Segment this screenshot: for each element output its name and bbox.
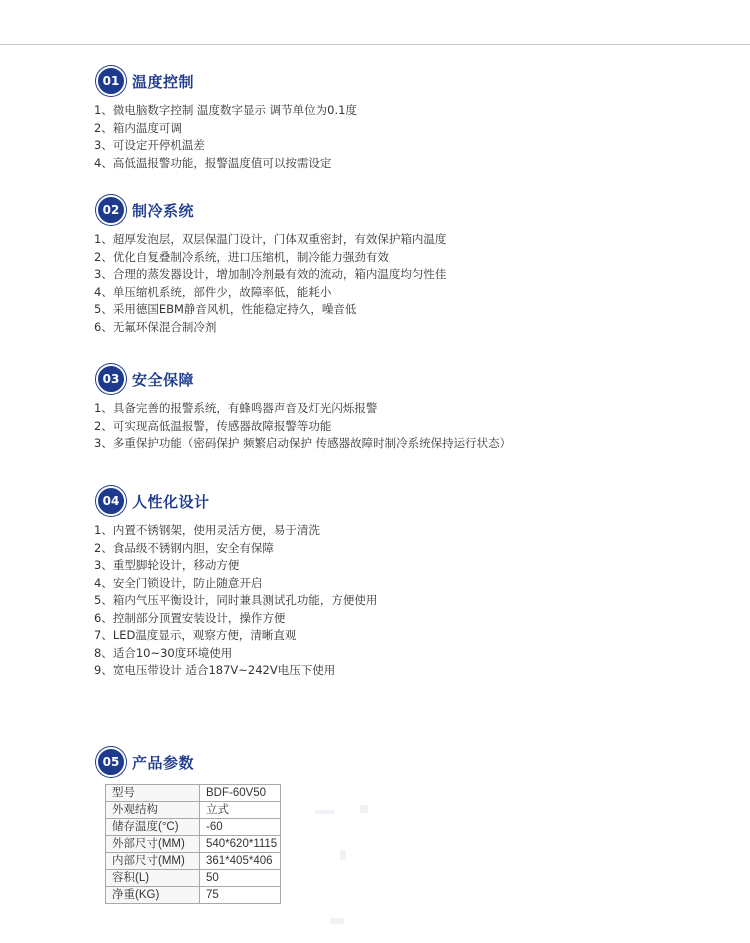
param-label: 内部尺寸(MM) bbox=[106, 853, 200, 870]
table-row bbox=[106, 802, 281, 819]
list-item: 2、食品级不锈钢内胆，安全有保障 bbox=[94, 540, 274, 555]
list-item: 1、具备完善的报警系统，有蜂鸣器声音及灯光闪烁报警 bbox=[94, 401, 378, 415]
feature-list-human-design bbox=[94, 522, 377, 680]
param-value: BDF-60V50 bbox=[200, 785, 281, 802]
section-number-badge: 05 bbox=[96, 747, 126, 777]
list-item: 6、控制部分顶置安装设计，操作方便 bbox=[94, 610, 286, 625]
list-item: 4、单压缩机系统，部件少，故障率低，能耗小 bbox=[94, 284, 332, 299]
section-number-badge: 03 bbox=[96, 364, 126, 394]
table-row bbox=[106, 819, 281, 836]
section-safety bbox=[94, 366, 194, 392]
section-number-badge: 04 bbox=[96, 486, 126, 516]
list-item: 7、LED温度显示，观察方便，清晰直观 bbox=[94, 628, 297, 642]
section-number-badge: 01 bbox=[96, 66, 126, 96]
table-row bbox=[106, 887, 281, 904]
section-title: 人性化设计 bbox=[132, 492, 210, 511]
param-label: 型号 bbox=[106, 785, 200, 802]
faint-watermark-image bbox=[300, 790, 410, 930]
list-item: 3、多重保护功能（密码保护 频繁启动保护 传感器故障时制冷系统保持运行状态） bbox=[94, 436, 512, 450]
list-item: 3、重型脚轮设计，移动方便 bbox=[94, 558, 240, 572]
feature-list-temperature bbox=[94, 102, 357, 172]
param-value: 50 bbox=[200, 870, 281, 887]
list-item: 2、优化自复叠制冷系统，进口压缩机，制冷能力强劲有效 bbox=[94, 249, 389, 264]
list-item: 8、适合10~30度环境使用 bbox=[94, 645, 233, 660]
feature-list-refrigeration bbox=[94, 231, 446, 336]
feature-list-safety bbox=[94, 400, 511, 453]
list-item: 9、宽电压带设计 适合187V~242V电压下使用 bbox=[94, 663, 336, 677]
param-value: 立式 bbox=[200, 802, 281, 819]
list-item: 5、箱内气压平衡设计，同时兼具测试孔功能，方便使用 bbox=[94, 593, 378, 607]
param-label: 净重(KG) bbox=[106, 887, 200, 904]
list-item: 1、超厚发泡层，双层保温门设计，门体双重密封，有效保护箱内温度 bbox=[94, 232, 447, 246]
param-label: 外部尺寸(MM) bbox=[106, 836, 200, 853]
list-item: 6、无氟环保混合制冷剂 bbox=[94, 319, 217, 334]
param-value: 361*405*406 bbox=[200, 853, 281, 870]
section-refrigeration-system bbox=[94, 197, 194, 223]
list-item: 2、箱内温度可调 bbox=[94, 120, 182, 135]
list-item: 3、合理的蒸发器设计，增加制冷剂最有效的流动，箱内温度均匀性佳 bbox=[94, 267, 447, 281]
list-item: 1、内置不锈钢架，使用灵活方便，易于清洗 bbox=[94, 523, 320, 537]
section-human-design bbox=[94, 488, 210, 514]
list-item: 2、可实现高低温报警，传感器故障报警等功能 bbox=[94, 418, 332, 433]
param-label: 储存温度(°C) bbox=[106, 819, 200, 836]
section-title: 制冷系统 bbox=[132, 201, 195, 220]
table-row bbox=[106, 836, 281, 853]
param-label: 外观结构 bbox=[106, 802, 200, 819]
section-number-badge: 02 bbox=[96, 195, 126, 225]
product-parameters-table bbox=[105, 784, 281, 904]
param-value: -60 bbox=[200, 819, 281, 836]
list-item: 1、微电脑数字控制 温度数字显示 调节单位为0.1度 bbox=[94, 103, 357, 117]
param-value: 540*620*1115 bbox=[200, 836, 281, 853]
param-label: 容积(L) bbox=[106, 870, 200, 887]
list-item: 4、安全门锁设计，防止随意开启 bbox=[94, 575, 263, 590]
top-divider bbox=[0, 44, 750, 45]
list-item: 3、可设定开停机温差 bbox=[94, 138, 205, 152]
list-item: 4、高低温报警功能，报警温度值可以按需设定 bbox=[94, 155, 332, 170]
table-row bbox=[106, 870, 281, 887]
section-title: 温度控制 bbox=[132, 72, 195, 91]
table-row bbox=[106, 785, 281, 802]
list-item: 5、采用德国EBM静音风机，性能稳定持久，噪音低 bbox=[94, 302, 357, 316]
section-temperature-control bbox=[94, 68, 194, 94]
section-product-parameters bbox=[94, 749, 194, 775]
section-title: 安全保障 bbox=[132, 370, 195, 389]
table-row bbox=[106, 853, 281, 870]
param-value: 75 bbox=[200, 887, 281, 904]
section-title: 产品参数 bbox=[132, 753, 195, 772]
